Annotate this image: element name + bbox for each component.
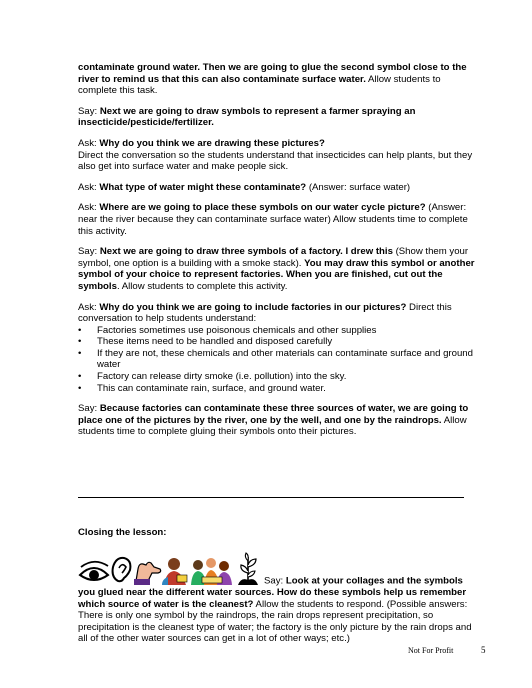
paragraph-factories-question	[78, 302, 478, 325]
footer-text: Not For Profit	[408, 646, 454, 655]
bullet-glyph: •	[78, 324, 82, 336]
group-of-children-icon	[191, 558, 232, 585]
paragraph-factory-symbols	[78, 246, 478, 292]
lesson-body	[78, 62, 478, 447]
say-bold-2: You may draw this symbol or another symbol of your choice to represent factories. When you are finished, cut out the symbols	[78, 257, 475, 292]
list-item	[78, 383, 478, 395]
list-item-text: Factory can release dirty smoke (i.e. pollution) into the sky.	[97, 371, 347, 383]
ear-icon	[113, 558, 131, 581]
say-tail: Allow students time to complete gluing their symbols onto their pictures.	[78, 414, 467, 438]
ask-bold: Why do you think we are drawing these pictures?	[99, 137, 325, 149]
bullet-glyph: •	[78, 347, 82, 359]
list-item	[78, 371, 478, 383]
ask-tail: Direct this conversation to help students understand:	[78, 301, 452, 325]
bullet-glyph: •	[78, 371, 82, 383]
list-item-text: This can contaminate rain, surface, and ground water.	[97, 382, 326, 394]
list-item-text: If they are not, these chemicals and other materials can contaminate surface and ground water	[97, 347, 473, 371]
list-item-text: Factories sometimes use poisonous chemicals and other supplies	[97, 324, 377, 336]
page-number: 5	[481, 645, 486, 655]
ask-bold: What type of water might these contaminate?	[99, 181, 307, 193]
ask-label: Ask:	[78, 137, 100, 149]
ask-bold: Where are we going to place these symbols on our water cycle picture?	[99, 202, 426, 214]
hand-icon	[134, 562, 161, 585]
closing-heading: Closing the lesson:	[78, 527, 167, 538]
list-item	[78, 348, 478, 371]
say-label: Say:	[78, 105, 100, 117]
say-bold: Because factories can contaminate these three sources of water, we are going to place one of the pictures by the river, one by the well, and one by the raindrops.	[78, 403, 469, 426]
bullet-glyph: •	[78, 336, 82, 348]
sense-icons-strip	[78, 551, 263, 587]
say-bold: Next we are going to draw symbols to represent a farmer spraying an insecticide/pesticide/fertilizer.	[78, 105, 416, 129]
list-item	[78, 325, 478, 337]
answer-text: (Answer: surface water)	[306, 181, 411, 193]
paragraph-place-symbols	[78, 202, 478, 237]
section-divider	[78, 497, 464, 498]
ask-label: Ask:	[78, 202, 100, 214]
ask-bold: Why do you think we are going to include factories in our pictures?	[99, 301, 407, 313]
closing-answers: Allow the students to respond. (Possible answers: There is only one symbol by the raindrops, the rain drops represent precipitation, so precipitation is the cleanest type of water; the factory is the only picture by the rain drops and all of the other water sources can get in a lot of other ways; etc.)	[78, 598, 472, 645]
bullet-glyph: •	[78, 382, 82, 394]
say-bold: Look at your collages and the symbols you glued near the different water sources. How do these symbols help us remember which source of water is the cleanest?	[78, 575, 467, 610]
list-item-text: These items need to be handled and disposed carefully	[97, 336, 333, 348]
say-label: Say:	[264, 575, 286, 587]
factory-bullet-list	[78, 325, 478, 395]
say-tail: . Allow students to complete this activity.	[116, 280, 288, 292]
paragraph-ground-water	[78, 62, 478, 97]
child-icon	[162, 558, 187, 585]
ask-label: Ask:	[78, 181, 100, 193]
instruction-text: Allow students to complete this task.	[78, 73, 441, 97]
ask-body: Direct the conversation so the students understand that insecticides can help plants, but they also get into surface water and make people sick.	[78, 149, 473, 173]
paragraph-farmer-symbols	[78, 106, 478, 129]
paragraph-water-type	[78, 182, 478, 194]
sprout-icon	[238, 553, 258, 585]
say-label: Say:	[78, 403, 100, 415]
paragraph-three-sources	[78, 403, 478, 438]
closing-paragraph	[78, 551, 480, 645]
eye-icon	[80, 562, 108, 580]
say-bold-1: Next we are going to draw three symbols of a factory. I drew this	[99, 246, 393, 258]
ask-label: Ask:	[78, 301, 100, 313]
answer-text: (Answer: near the river because they can contaminate surface water) Allow students time to complete this activity.	[78, 202, 468, 237]
say-middle: (Show them your symbol, one option is a building with a smoke stack).	[78, 246, 469, 269]
paragraph-why-pictures	[78, 138, 478, 173]
instruction-bold: contaminate ground water. Then we are going to glue the second symbol close to the river to remind us that this can also contaminate surface water.	[78, 62, 467, 85]
list-item	[78, 336, 478, 348]
say-label: Say:	[78, 246, 100, 258]
